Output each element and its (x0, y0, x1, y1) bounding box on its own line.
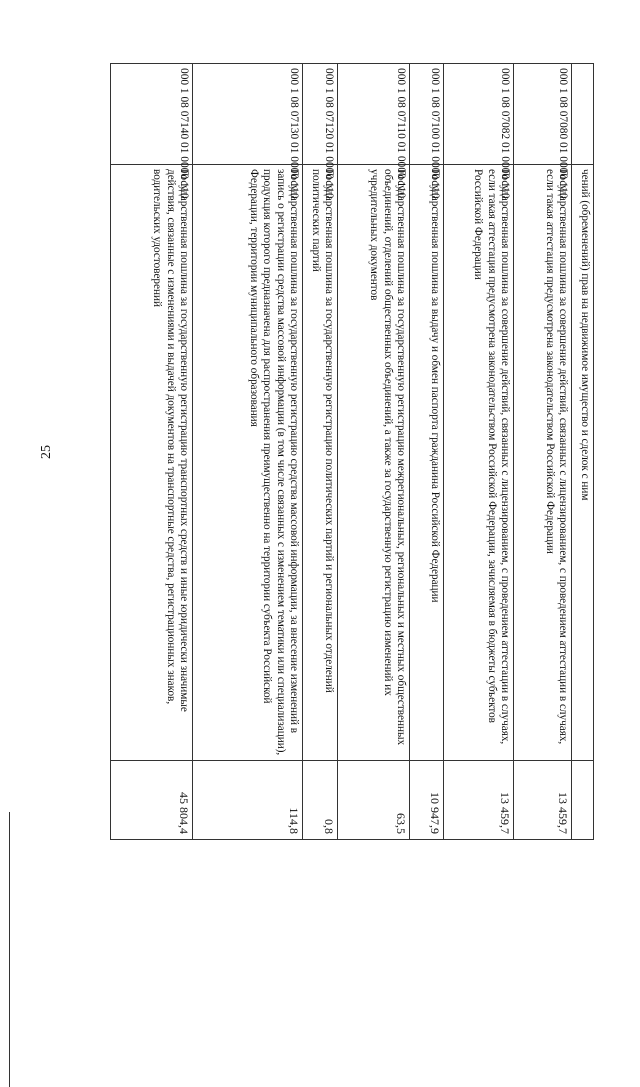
description-cell: Государственная пошлина за совершение действий, связанных с лицензированием, с проведением аттестации в случаях, если такая аттестация предусмотрена законодательством Российской Федерации (514, 165, 572, 761)
description-cell: Государственная пошлина за выдачу и обмен паспорта гражданина Российской Федерации (410, 165, 444, 761)
budget-code-cell: 000 1 08 07080 01 0000 110 (514, 64, 572, 165)
budget-code-cell: 000 1 08 07130 01 0000 110 (193, 64, 303, 165)
table-row (338, 64, 410, 840)
table-row (410, 64, 444, 840)
amount-cell (572, 761, 594, 840)
budget-code-cell: 000 1 08 07110 01 0000 110 (338, 64, 410, 165)
budget-code-cell: 000 1 08 07140 01 0000 110 (111, 64, 193, 165)
table-row (572, 64, 594, 840)
amount-cell: 13 459,7 (444, 761, 514, 840)
revenue-table (110, 63, 594, 840)
budget-code-cell: 000 1 08 07082 01 0000 110 (444, 64, 514, 165)
amount-cell: 0,8 (303, 761, 338, 840)
description-cell: Государственная пошлина за совершение действий, связанных с лицензированием, с проведением аттестации в случаях, если такая аттестация предусмотрена законодательством Российской Федерации, зачисляемая в бюджеты субъектов Российской Федерации (444, 165, 514, 761)
description-cell: Государственная пошлина за государственную регистрацию межрегиональных, региональных и местных общественных объединений, отделений общественных объединений, а также за государственную регистрацию изменений их учредительных документов (338, 165, 410, 761)
table-row (303, 64, 338, 840)
description-cell: Государственная пошлина за государственную регистрацию политических партий и региональных отделений политических партий (303, 165, 338, 761)
page-number: 25 (39, 445, 54, 459)
table-row (111, 64, 193, 840)
description-cell: Государственная пошлина за государственную регистрацию средства массовой информации, за внесение изменений в запись о регистрации средства массовой информации (в том числе связанных с изменением тематики или специализации), продукция которого предназначена для распространения преимущественно на территории субъекта Российской Федерации, территории муниципального образования (193, 165, 303, 761)
footnote-divider (9, 812, 10, 1087)
amount-cell: 45 804,4 (111, 761, 193, 840)
table-row (193, 64, 303, 840)
table-row (444, 64, 514, 840)
amount-cell: 10 947,9 (410, 761, 444, 840)
amount-cell: 13 459,7 (514, 761, 572, 840)
budget-code-cell: 000 1 08 07100 01 0000 110 (410, 64, 444, 165)
description-cell: чений (обременений) прав на недвижимое имущество и сделок с ним (572, 165, 594, 761)
budget-code-cell (572, 64, 594, 165)
budget-code-cell: 000 1 08 07120 01 0000 110 (303, 64, 338, 165)
table-row (514, 64, 572, 840)
amount-cell: 63,5 (338, 761, 410, 840)
description-cell: Государственная пошлина за государственную регистрацию транспортных средств и иные юридически значимые действия, связанные с изменениями и выдачей документов на транспортные средства, регистрационных знаков, водительских удостоверений (111, 165, 193, 761)
amount-cell: 114,8 (193, 761, 303, 840)
revenue-table-wrapper (111, 63, 594, 840)
